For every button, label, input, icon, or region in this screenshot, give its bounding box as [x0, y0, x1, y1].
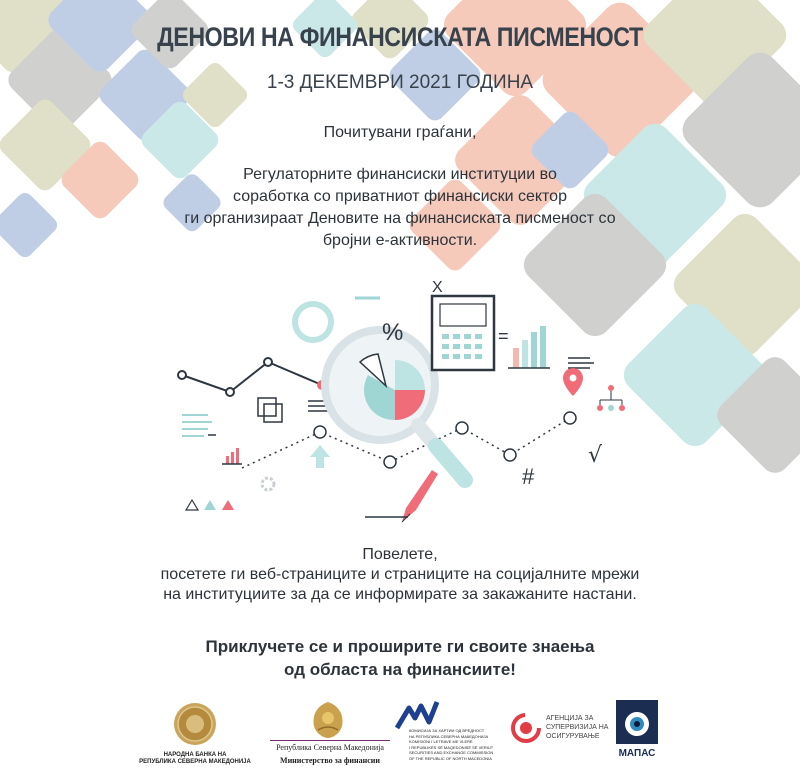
invite-line: Повелете,	[362, 546, 438, 563]
kht-line: НА РЕПУБЛИКА СЕВЕРНА МАКЕДОНИЈА	[409, 733, 489, 739]
logo-finance-ministry	[270, 698, 390, 773]
donut-icon	[295, 304, 331, 340]
kht-line: SECURITIES AND EXCHANGE COMMISSION	[409, 750, 494, 755]
mapas-eye-icon	[616, 700, 658, 744]
equals-symbol: =	[498, 326, 509, 346]
invite-line: посетете ги веб-страниците и страниците на социјалните мрежи	[160, 566, 640, 583]
up-arrow-icon	[310, 445, 330, 468]
kht-line: OF THE REPUBLIC OF NORTH MACEDONIA	[409, 755, 492, 761]
gear-icon	[262, 478, 274, 490]
finance-illustration	[170, 270, 630, 530]
hierarchy-icon	[597, 385, 625, 411]
intro-line: соработка со приватниот финансиски сектор	[233, 188, 567, 205]
text-lines-icon-right	[568, 358, 594, 368]
logo-nbrm	[125, 698, 265, 773]
call-to-action	[0, 635, 800, 681]
percent-symbol: %	[382, 319, 404, 346]
mapas-name: МАПАС	[618, 748, 656, 759]
nbrm-name-line: РЕПУБЛИКА СЕВЕРНА МАКЕДОНИЈА	[139, 759, 251, 765]
greeting-text: Почитувани граѓани,	[323, 124, 477, 141]
line-chart	[182, 362, 322, 392]
bar-chart-icon	[508, 326, 550, 368]
pen-icon	[402, 470, 438, 522]
triangles-icon	[186, 500, 234, 510]
document-icon	[182, 415, 212, 436]
invite-paragraph	[0, 545, 800, 605]
nbrm-name-line: НАРОДНА БАНКА НА	[163, 752, 227, 758]
finance-country-line: Република Северна Македонија	[276, 743, 384, 752]
kht-line: KOMISIONI I LETRAVE ME VLERË	[409, 739, 473, 744]
page-title: ДЕНОВИ НА ФИНАНСИСКАТА ПИСМЕНОСТ	[157, 22, 643, 52]
aso-circle-icon	[510, 712, 542, 744]
mini-bar-chart	[226, 448, 239, 464]
coat-of-arms-icon	[310, 700, 346, 740]
calculator-icon	[432, 296, 494, 370]
intro-line: ги организираат Деновите на финансиската писменост со	[184, 210, 616, 227]
cta-line: Приклучете се и проширите ги своите знаења	[205, 637, 595, 656]
sqrt-symbol: √	[588, 443, 603, 468]
squares-icon	[258, 398, 276, 416]
logo-kht	[395, 698, 505, 773]
hash-symbol: #	[522, 464, 535, 489]
aso-line: СУПЕРВИЗИЈА НА	[546, 724, 609, 731]
map-pin-icon	[563, 368, 583, 396]
multiply-symbol: X	[432, 279, 443, 296]
intro-paragraph	[0, 164, 800, 252]
cta-line: од областа на финансиите!	[284, 660, 516, 679]
logo-aso	[510, 698, 609, 773]
aso-line: ОСИГУРУВАЊЕ	[546, 733, 600, 740]
intro-line: бројни е-активности.	[322, 232, 478, 249]
nbrm-coin-icon	[173, 702, 217, 746]
logo-mapas	[612, 698, 662, 773]
intro-line: Регулаторните финансиски институции во	[243, 166, 557, 183]
kht-line: КОМИСИЈА ЗА ХАРТИИ ОД ВРЕДНОСТ	[409, 728, 485, 733]
invite-line: на институциите за да се информирате за закажаните настани.	[163, 586, 637, 603]
aso-line: АГЕНЦИЈА ЗА	[546, 715, 594, 722]
kht-line: I REPUBLIKËS SË MAQEDONISË SË VERIUT	[409, 744, 494, 750]
event-dates: 1-3 ДЕКЕМВРИ 2021 ГОДИНА	[266, 72, 534, 93]
finance-ministry-line: Министерство за финансии	[280, 756, 380, 765]
